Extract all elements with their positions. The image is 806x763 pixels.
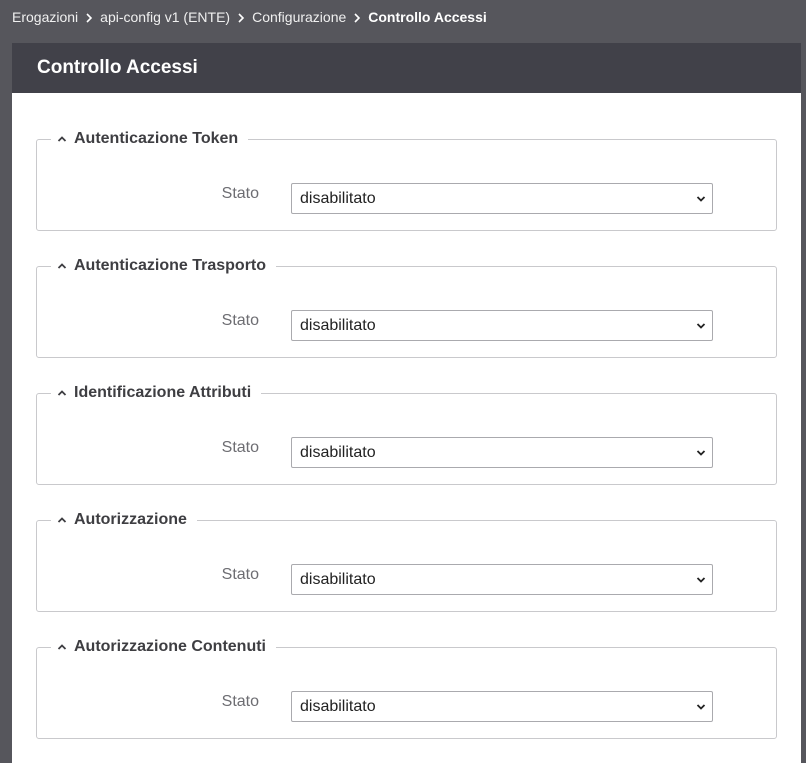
section-title: Autenticazione Token: [74, 130, 239, 147]
section-toggle[interactable]: [51, 257, 276, 275]
chevron-down-icon: [696, 321, 706, 331]
chevron-right-icon: [78, 10, 100, 24]
field-label: Stato: [221, 185, 259, 202]
form-row: [37, 681, 776, 721]
section-toggle[interactable]: [51, 638, 276, 656]
chevron-up-icon: [57, 261, 67, 271]
section-autorizzazione-contenuti: [36, 638, 777, 739]
section-toggle[interactable]: [51, 384, 261, 402]
stato-select[interactable]: [291, 437, 713, 468]
section-autorizzazione: [36, 511, 777, 612]
field-label: Stato: [221, 566, 259, 583]
section-title: Autorizzazione: [74, 511, 187, 528]
section-toggle[interactable]: [51, 130, 248, 148]
chevron-down-icon: [696, 194, 706, 204]
stato-select[interactable]: [291, 183, 713, 214]
select-value: disabilitato: [300, 570, 376, 588]
field-label: Stato: [221, 693, 259, 710]
breadcrumb-current: Controllo Accessi: [368, 9, 487, 25]
form-row: [37, 554, 776, 594]
chevron-down-icon: [696, 448, 706, 458]
section-toggle[interactable]: [51, 511, 197, 529]
stato-select[interactable]: [291, 691, 713, 722]
section-autenticazione-token: [36, 130, 777, 231]
page-title: Controllo Accessi: [12, 43, 801, 93]
field-label: Stato: [221, 439, 259, 456]
form-row: [37, 300, 776, 340]
chevron-up-icon: [57, 134, 67, 144]
main-panel: [12, 43, 801, 763]
select-value: disabilitato: [300, 189, 376, 207]
chevron-down-icon: [696, 575, 706, 585]
breadcrumb-erogazioni[interactable]: Erogazioni: [12, 9, 79, 25]
section-title: Autenticazione Trasporto: [74, 257, 267, 274]
section-title: Autorizzazione Contenuti: [74, 638, 266, 655]
stato-select[interactable]: [291, 310, 713, 341]
select-value: disabilitato: [300, 443, 376, 461]
chevron-right-icon: [346, 10, 368, 24]
chevron-up-icon: [57, 642, 67, 652]
select-value: disabilitato: [300, 697, 376, 715]
breadcrumb-configurazione[interactable]: Configurazione: [252, 9, 347, 25]
chevron-up-icon: [57, 388, 67, 398]
field-label: Stato: [221, 312, 259, 329]
breadcrumb-api-config[interactable]: api-config v1 (ENTE): [100, 9, 231, 25]
chevron-up-icon: [57, 515, 67, 525]
select-value: disabilitato: [300, 316, 376, 334]
chevron-down-icon: [696, 702, 706, 712]
chevron-right-icon: [230, 10, 252, 24]
form-row: [37, 427, 776, 467]
section-autenticazione-trasporto: [36, 257, 777, 358]
form-row: [37, 173, 776, 213]
stato-select[interactable]: [291, 564, 713, 595]
section-identificazione-attributi: [36, 384, 777, 485]
section-title: Identificazione Attributi: [74, 384, 252, 401]
breadcrumb: [12, 0, 487, 34]
